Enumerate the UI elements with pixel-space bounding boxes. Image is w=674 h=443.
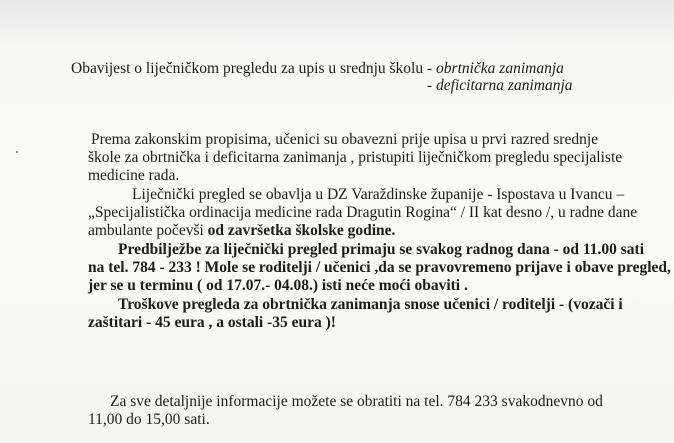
bold-paragraph-line-1: Predbilježbe za liječnički pregled primaju se svakog radnog dana - od 11.00 sati [118, 241, 645, 258]
paragraph-2-line-3-bold: od završetka školske godine. [207, 222, 396, 239]
document-title [71, 60, 564, 78]
contact-line-2: 11,00 do 15,00 sati. [88, 411, 210, 428]
scan-speck [16, 151, 18, 153]
paragraph-1-line-3: medicine rada. [88, 167, 180, 184]
paragraph-1-line-2: škole za obrtnička i deficitarna zanimanja , pristupiti liječničkom pregledu specijaliste [88, 149, 623, 166]
bold-paragraph-line-2: na tel. 784 - 233 ! Mole se roditelji / učenici ,da se pravovremeno prijave i obave pregled, [88, 259, 671, 276]
contact-line-1: Za sve detaljnije informacije možete se obratiti na tel. 784 233 svakodnevno od [110, 393, 603, 410]
bold-paragraph-line-5: zaštitari - 45 eura , a ostali -35 eura )! [88, 314, 336, 331]
paragraph-1-line-1: Prema zakonskim propisima, učenici su obavezni prije upisa u prvi razred srednje [91, 131, 599, 148]
title-italic-2: - deficitarna zanimanja [427, 77, 573, 94]
bold-paragraph-line-3: jer se u terminu ( od 17.07.- 04.08.) isti neće moći obaviti . [88, 277, 468, 294]
title-main: Obavijest o liječničkom pregledu za upis u srednju školu - [71, 60, 437, 77]
paper-top-edge [0, 0, 674, 46]
paragraph-2-line-3 [88, 222, 395, 240]
paragraph-2-line-3-plain: ambulante počevši [88, 222, 208, 239]
title-italic-1: obrtnička zanimanja [436, 60, 564, 77]
bold-paragraph-line-4: Troškove pregleda za obrtnička zanimanja snose učenici / roditelji - (vozači i [118, 296, 623, 313]
paragraph-2-line-1: Liječnički pregled se obavlja u DZ Varaždinske županije - Ispostava u Ivancu – [132, 186, 625, 203]
paragraph-2-line-2: „Specijalistička ordinacija medicine rada Dragutin Rogina“ / II kat desno /, u radne dane [88, 204, 638, 221]
